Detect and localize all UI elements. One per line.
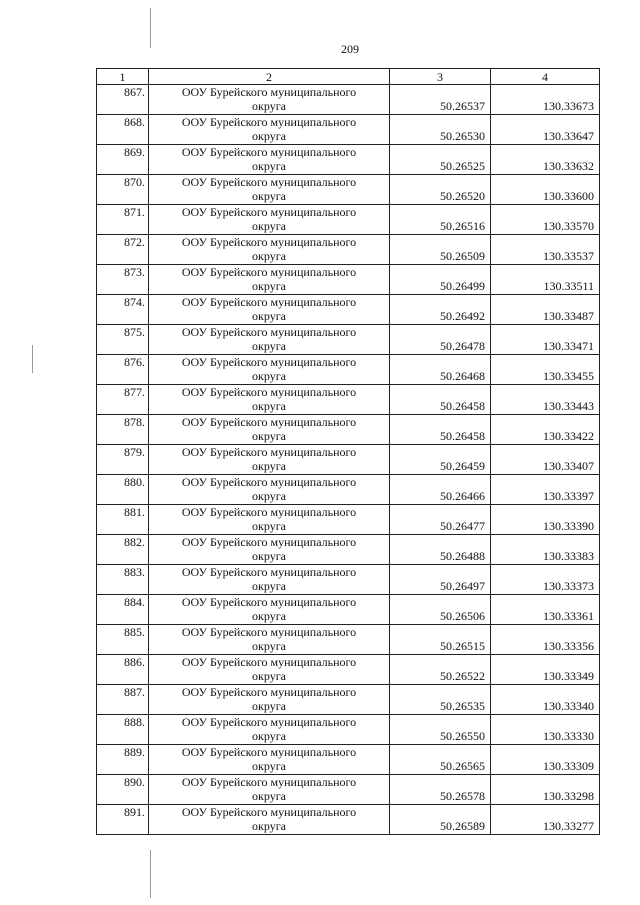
latitude-cell: 50.26478 xyxy=(390,325,491,355)
owner-name-line1: ООУ Бурейского муниципального xyxy=(181,775,357,789)
owner-name-line2: округа xyxy=(252,279,286,293)
table-row xyxy=(97,295,600,325)
row-number: 868. xyxy=(97,115,149,145)
latitude-cell: 50.26477 xyxy=(390,505,491,535)
owner-name-line2: округа xyxy=(252,549,286,563)
owner-cell xyxy=(149,595,390,625)
latitude-cell: 50.26589 xyxy=(390,805,491,835)
owner-name-line2: округа xyxy=(252,579,286,593)
longitude-cell: 130.33673 xyxy=(491,85,600,115)
owner-name-line2: округа xyxy=(252,519,286,533)
owner-name-line1: ООУ Бурейского муниципального xyxy=(181,265,357,279)
column-header: 2 xyxy=(149,69,390,85)
owner-name-line1: ООУ Бурейского муниципального xyxy=(181,295,357,309)
owner-name-line1: ООУ Бурейского муниципального xyxy=(181,415,357,429)
longitude-cell: 130.33349 xyxy=(491,655,600,685)
row-number: 885. xyxy=(97,625,149,655)
row-number: 882. xyxy=(97,535,149,565)
owner-cell xyxy=(149,145,390,175)
row-number: 886. xyxy=(97,655,149,685)
table-row xyxy=(97,565,600,595)
longitude-cell: 130.33298 xyxy=(491,775,600,805)
owner-name-line1: ООУ Бурейского муниципального xyxy=(181,205,357,219)
owner-cell xyxy=(149,355,390,385)
owner-cell xyxy=(149,805,390,835)
owner-cell xyxy=(149,415,390,445)
table-row xyxy=(97,415,600,445)
longitude-cell: 130.33511 xyxy=(491,265,600,295)
column-header: 3 xyxy=(390,69,491,85)
owner-name-line1: ООУ Бурейского муниципального xyxy=(181,175,357,189)
owner-cell xyxy=(149,445,390,475)
longitude-cell: 130.33330 xyxy=(491,715,600,745)
table-header-row xyxy=(97,69,600,85)
owner-name-line2: округа xyxy=(252,309,286,323)
owner-cell xyxy=(149,85,390,115)
row-number: 867. xyxy=(97,85,149,115)
row-number: 891. xyxy=(97,805,149,835)
table-row xyxy=(97,115,600,145)
owner-cell xyxy=(149,685,390,715)
owner-name-line1: ООУ Бурейского муниципального xyxy=(181,715,357,729)
latitude-cell: 50.26530 xyxy=(390,115,491,145)
row-number: 873. xyxy=(97,265,149,295)
owner-name-line2: округа xyxy=(252,399,286,413)
row-number: 881. xyxy=(97,505,149,535)
row-number: 875. xyxy=(97,325,149,355)
latitude-cell: 50.26492 xyxy=(390,295,491,325)
table-row xyxy=(97,715,600,745)
owner-cell xyxy=(149,775,390,805)
owner-name-line1: ООУ Бурейского муниципального xyxy=(181,625,357,639)
owner-name-line2: округа xyxy=(252,429,286,443)
latitude-cell: 50.26499 xyxy=(390,265,491,295)
latitude-cell: 50.26537 xyxy=(390,85,491,115)
owner-name-line1: ООУ Бурейского муниципального xyxy=(181,475,357,489)
owner-name-line2: округа xyxy=(252,789,286,803)
owner-name-line1: ООУ Бурейского муниципального xyxy=(181,445,357,459)
latitude-cell: 50.26525 xyxy=(390,145,491,175)
table-row xyxy=(97,475,600,505)
owner-cell xyxy=(149,745,390,775)
owner-name-line2: округа xyxy=(252,759,286,773)
row-number: 876. xyxy=(97,355,149,385)
owner-name-line1: ООУ Бурейского муниципального xyxy=(181,325,357,339)
latitude-cell: 50.26488 xyxy=(390,535,491,565)
owner-name-line2: округа xyxy=(252,369,286,383)
row-number: 874. xyxy=(97,295,149,325)
table-row xyxy=(97,655,600,685)
longitude-cell: 130.33309 xyxy=(491,745,600,775)
table-row xyxy=(97,775,600,805)
longitude-cell: 130.33361 xyxy=(491,595,600,625)
owner-cell xyxy=(149,625,390,655)
latitude-cell: 50.26535 xyxy=(390,685,491,715)
owner-cell xyxy=(149,535,390,565)
longitude-cell: 130.33390 xyxy=(491,505,600,535)
table-row xyxy=(97,235,600,265)
row-number: 877. xyxy=(97,385,149,415)
owner-cell xyxy=(149,385,390,415)
table-row xyxy=(97,265,600,295)
latitude-cell: 50.26509 xyxy=(390,235,491,265)
owner-name-line1: ООУ Бурейского муниципального xyxy=(181,85,357,99)
longitude-cell: 130.33277 xyxy=(491,805,600,835)
owner-name-line2: округа xyxy=(252,639,286,653)
longitude-cell: 130.33455 xyxy=(491,355,600,385)
row-number: 883. xyxy=(97,565,149,595)
owner-name-line1: ООУ Бурейского муниципального xyxy=(181,655,357,669)
longitude-cell: 130.33340 xyxy=(491,685,600,715)
owner-name-line2: округа xyxy=(252,729,286,743)
owner-name-line2: округа xyxy=(252,189,286,203)
owner-name-line2: округа xyxy=(252,159,286,173)
table-row xyxy=(97,595,600,625)
longitude-cell: 130.33443 xyxy=(491,385,600,415)
page-number: 209 xyxy=(341,42,359,56)
owner-name-line2: округа xyxy=(252,339,286,353)
latitude-cell: 50.26516 xyxy=(390,205,491,235)
owner-name-line1: ООУ Бурейского муниципального xyxy=(181,115,357,129)
longitude-cell: 130.33632 xyxy=(491,145,600,175)
row-number: 887. xyxy=(97,685,149,715)
table-row xyxy=(97,175,600,205)
owner-name-line1: ООУ Бурейского муниципального xyxy=(181,805,357,819)
owner-cell xyxy=(149,235,390,265)
row-number: 890. xyxy=(97,775,149,805)
scan-mark-left xyxy=(32,345,33,373)
owner-cell xyxy=(149,655,390,685)
owner-name-line1: ООУ Бурейского муниципального xyxy=(181,505,357,519)
owner-name-line2: округа xyxy=(252,489,286,503)
latitude-cell: 50.26468 xyxy=(390,355,491,385)
owner-cell xyxy=(149,175,390,205)
owner-cell xyxy=(149,715,390,745)
row-number: 870. xyxy=(97,175,149,205)
longitude-cell: 130.33537 xyxy=(491,235,600,265)
longitude-cell: 130.33471 xyxy=(491,325,600,355)
owner-cell xyxy=(149,115,390,145)
latitude-cell: 50.26497 xyxy=(390,565,491,595)
owner-name-line1: ООУ Бурейского муниципального xyxy=(181,745,357,759)
owner-name-line1: ООУ Бурейского муниципального xyxy=(181,145,357,159)
owner-name-line1: ООУ Бурейского муниципального xyxy=(181,355,357,369)
table-row xyxy=(97,355,600,385)
latitude-cell: 50.26459 xyxy=(390,445,491,475)
longitude-cell: 130.33647 xyxy=(491,115,600,145)
row-number: 872. xyxy=(97,235,149,265)
coordinates-table xyxy=(96,68,600,835)
longitude-cell: 130.33383 xyxy=(491,535,600,565)
column-header: 1 xyxy=(97,69,149,85)
owner-name-line1: ООУ Бурейского муниципального xyxy=(181,595,357,609)
owner-name-line1: ООУ Бурейского муниципального xyxy=(181,685,357,699)
owner-name-line2: округа xyxy=(252,249,286,263)
owner-name-line2: округа xyxy=(252,129,286,143)
latitude-cell: 50.26565 xyxy=(390,745,491,775)
owner-cell xyxy=(149,475,390,505)
longitude-cell: 130.33570 xyxy=(491,205,600,235)
row-number: 878. xyxy=(97,415,149,445)
table-body xyxy=(97,85,600,835)
owner-cell xyxy=(149,505,390,535)
longitude-cell: 130.33422 xyxy=(491,415,600,445)
longitude-cell: 130.33397 xyxy=(491,475,600,505)
latitude-cell: 50.26515 xyxy=(390,625,491,655)
owner-cell xyxy=(149,325,390,355)
latitude-cell: 50.26458 xyxy=(390,385,491,415)
owner-name-line2: округа xyxy=(252,219,286,233)
longitude-cell: 130.33487 xyxy=(491,295,600,325)
table-row xyxy=(97,85,600,115)
owner-cell xyxy=(149,205,390,235)
table-row xyxy=(97,445,600,475)
owner-cell xyxy=(149,295,390,325)
table-row xyxy=(97,205,600,235)
row-number: 871. xyxy=(97,205,149,235)
owner-cell xyxy=(149,265,390,295)
latitude-cell: 50.26458 xyxy=(390,415,491,445)
longitude-cell: 130.33600 xyxy=(491,175,600,205)
longitude-cell: 130.33407 xyxy=(491,445,600,475)
owner-name-line2: округа xyxy=(252,699,286,713)
row-number: 879. xyxy=(97,445,149,475)
owner-name-line2: округа xyxy=(252,819,286,833)
owner-name-line1: ООУ Бурейского муниципального xyxy=(181,235,357,249)
row-number: 884. xyxy=(97,595,149,625)
longitude-cell: 130.33356 xyxy=(491,625,600,655)
latitude-cell: 50.26550 xyxy=(390,715,491,745)
owner-name-line2: округа xyxy=(252,459,286,473)
row-number: 889. xyxy=(97,745,149,775)
table-row xyxy=(97,685,600,715)
column-header: 4 xyxy=(491,69,600,85)
table-row xyxy=(97,325,600,355)
row-number: 888. xyxy=(97,715,149,745)
table-row xyxy=(97,745,600,775)
owner-cell xyxy=(149,565,390,595)
owner-name-line1: ООУ Бурейского муниципального xyxy=(181,565,357,579)
table-row xyxy=(97,535,600,565)
latitude-cell: 50.26506 xyxy=(390,595,491,625)
table-row xyxy=(97,505,600,535)
owner-name-line2: округа xyxy=(252,669,286,683)
scan-mark-bottom xyxy=(150,850,151,898)
row-number: 869. xyxy=(97,145,149,175)
table-row xyxy=(97,625,600,655)
row-number: 880. xyxy=(97,475,149,505)
longitude-cell: 130.33373 xyxy=(491,565,600,595)
owner-name-line2: округа xyxy=(252,99,286,113)
table-row xyxy=(97,385,600,415)
latitude-cell: 50.26466 xyxy=(390,475,491,505)
owner-name-line1: ООУ Бурейского муниципального xyxy=(181,535,357,549)
latitude-cell: 50.26520 xyxy=(390,175,491,205)
owner-name-line2: округа xyxy=(252,609,286,623)
table-row xyxy=(97,805,600,835)
table-row xyxy=(97,145,600,175)
latitude-cell: 50.26522 xyxy=(390,655,491,685)
owner-name-line1: ООУ Бурейского муниципального xyxy=(181,385,357,399)
latitude-cell: 50.26578 xyxy=(390,775,491,805)
